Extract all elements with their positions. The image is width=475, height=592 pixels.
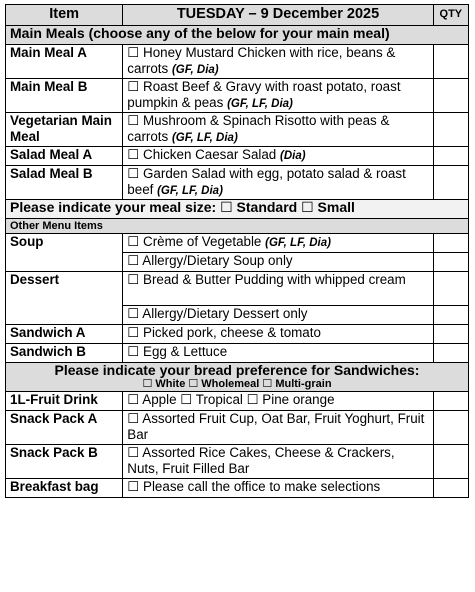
menu-row-fruit-drink [6,392,469,411]
qty-field[interactable] [433,272,468,306]
item-name: Sandwich A [6,325,123,344]
item-name: Dessert [6,272,123,325]
menu-row-dessert [6,272,469,306]
menu-row-breakfast-bag [6,479,469,498]
item-option[interactable]: ☐ Allergy/Dietary Dessert only [123,306,433,325]
item-name: Salad Meal B [6,166,123,200]
diet-tags: (GF, LF, Dia) [265,237,331,249]
item-option[interactable]: ☐ Bread & Butter Pudding with whipped cream [123,272,433,306]
option-text: ☐ Garden Salad with egg, potato salad & roast beef [127,166,406,197]
option-text: ☐ Chicken Caesar Salad [127,147,277,162]
item-option[interactable]: ☐ Egg & Lettuce [123,344,433,363]
header-qty: QTY [433,5,468,26]
menu-row-snack-pack-b [6,445,469,479]
item-name: 1L-Fruit Drink [6,392,123,411]
qty-field[interactable] [433,344,468,363]
bread-options[interactable]: ☐ White ☐ Wholemeal ☐ Multi-grain [142,378,332,390]
main-meals-heading: Main Meals (choose any of the below for your main meal) [6,26,469,45]
main-meals-section [6,26,469,45]
bread-preference-row [6,363,469,392]
item-option[interactable]: ☐ Allergy/Dietary Soup only [123,253,433,272]
qty-field[interactable] [433,479,468,498]
qty-field[interactable] [433,113,468,147]
option-text: ☐ Mushroom & Spinach Risotto with peas & carrots [127,113,390,144]
qty-field[interactable] [433,79,468,113]
item-name: Sandwich B [6,344,123,363]
qty-field[interactable] [433,166,468,200]
item-option[interactable]: ☐ Assorted Fruit Cup, Oat Bar, Fruit Yoghurt, Fruit Bar [123,411,433,445]
qty-field[interactable] [433,411,468,445]
qty-field[interactable] [433,445,468,479]
item-option[interactable]: ☐ Picked pork, cheese & tomato [123,325,433,344]
menu-row-soup [6,234,469,253]
diet-tags: (Dia) [280,150,306,162]
item-name: Salad Meal A [6,147,123,166]
item-option[interactable] [123,113,433,147]
menu-row-sandwich-b [6,344,469,363]
meal-size-row [6,200,469,219]
item-name: Breakfast bag [6,479,123,498]
qty-field[interactable] [433,45,468,79]
bread-preference[interactable] [6,363,469,392]
header-day: TUESDAY – 9 December 2025 [123,5,433,26]
diet-tags: (GF, Dia) [171,63,219,76]
item-name: Snack Pack A [6,411,123,445]
menu-row-salad-a [6,147,469,166]
other-items-heading: Other Menu Items [6,219,469,234]
meal-size-selector[interactable]: Please indicate your meal size: ☐ Standard ☐ Small [6,200,469,219]
item-name: Vegetarian Main Meal [6,113,123,147]
option-text: ☐ Roast Beef & Gravy with roast potato, roast pumpkin & peas [127,79,401,110]
item-option[interactable] [123,234,433,253]
menu-row-main-meal-a [6,45,469,79]
qty-field[interactable] [433,147,468,166]
other-items-section [6,219,469,234]
item-name: Snack Pack B [6,445,123,479]
menu-row-sandwich-a [6,325,469,344]
bread-preference-prompt: Please indicate your bread preference for Sandwiches: [54,362,420,378]
item-option[interactable] [123,45,433,79]
diet-tags: (GF, LF, Dia) [171,131,238,144]
menu-row-salad-b [6,166,469,200]
header-row [6,5,469,26]
option-text: ☐ Crème of Vegetable [127,234,262,249]
menu-row-main-meal-b [6,79,469,113]
qty-field[interactable] [433,325,468,344]
item-option[interactable]: ☐ Apple ☐ Tropical ☐ Pine orange [123,392,433,411]
diet-tags: (GF, LF, Dia) [227,97,293,110]
item-name: Main Meal B [6,79,123,113]
menu-table [5,4,469,498]
menu-row-snack-pack-a [6,411,469,445]
item-option[interactable] [123,147,433,166]
item-option[interactable] [123,79,433,113]
header-item: Item [6,5,123,26]
item-option[interactable] [123,166,433,200]
qty-field[interactable] [433,392,468,411]
qty-field[interactable] [433,253,468,272]
menu-row-vegetarian [6,113,469,147]
item-option[interactable]: ☐ Assorted Rice Cakes, Cheese & Crackers, Nuts, Fruit Filled Bar [123,445,433,479]
diet-tags: (GF, LF, Dia) [157,184,223,197]
item-name: Main Meal A [6,45,123,79]
item-option[interactable]: ☐ Please call the office to make selections [123,479,433,498]
qty-field[interactable] [433,306,468,325]
item-name: Soup [6,234,123,272]
qty-field[interactable] [433,234,468,253]
option-text: ☐ Honey Mustard Chicken with rice, beans & carrots [127,45,396,76]
